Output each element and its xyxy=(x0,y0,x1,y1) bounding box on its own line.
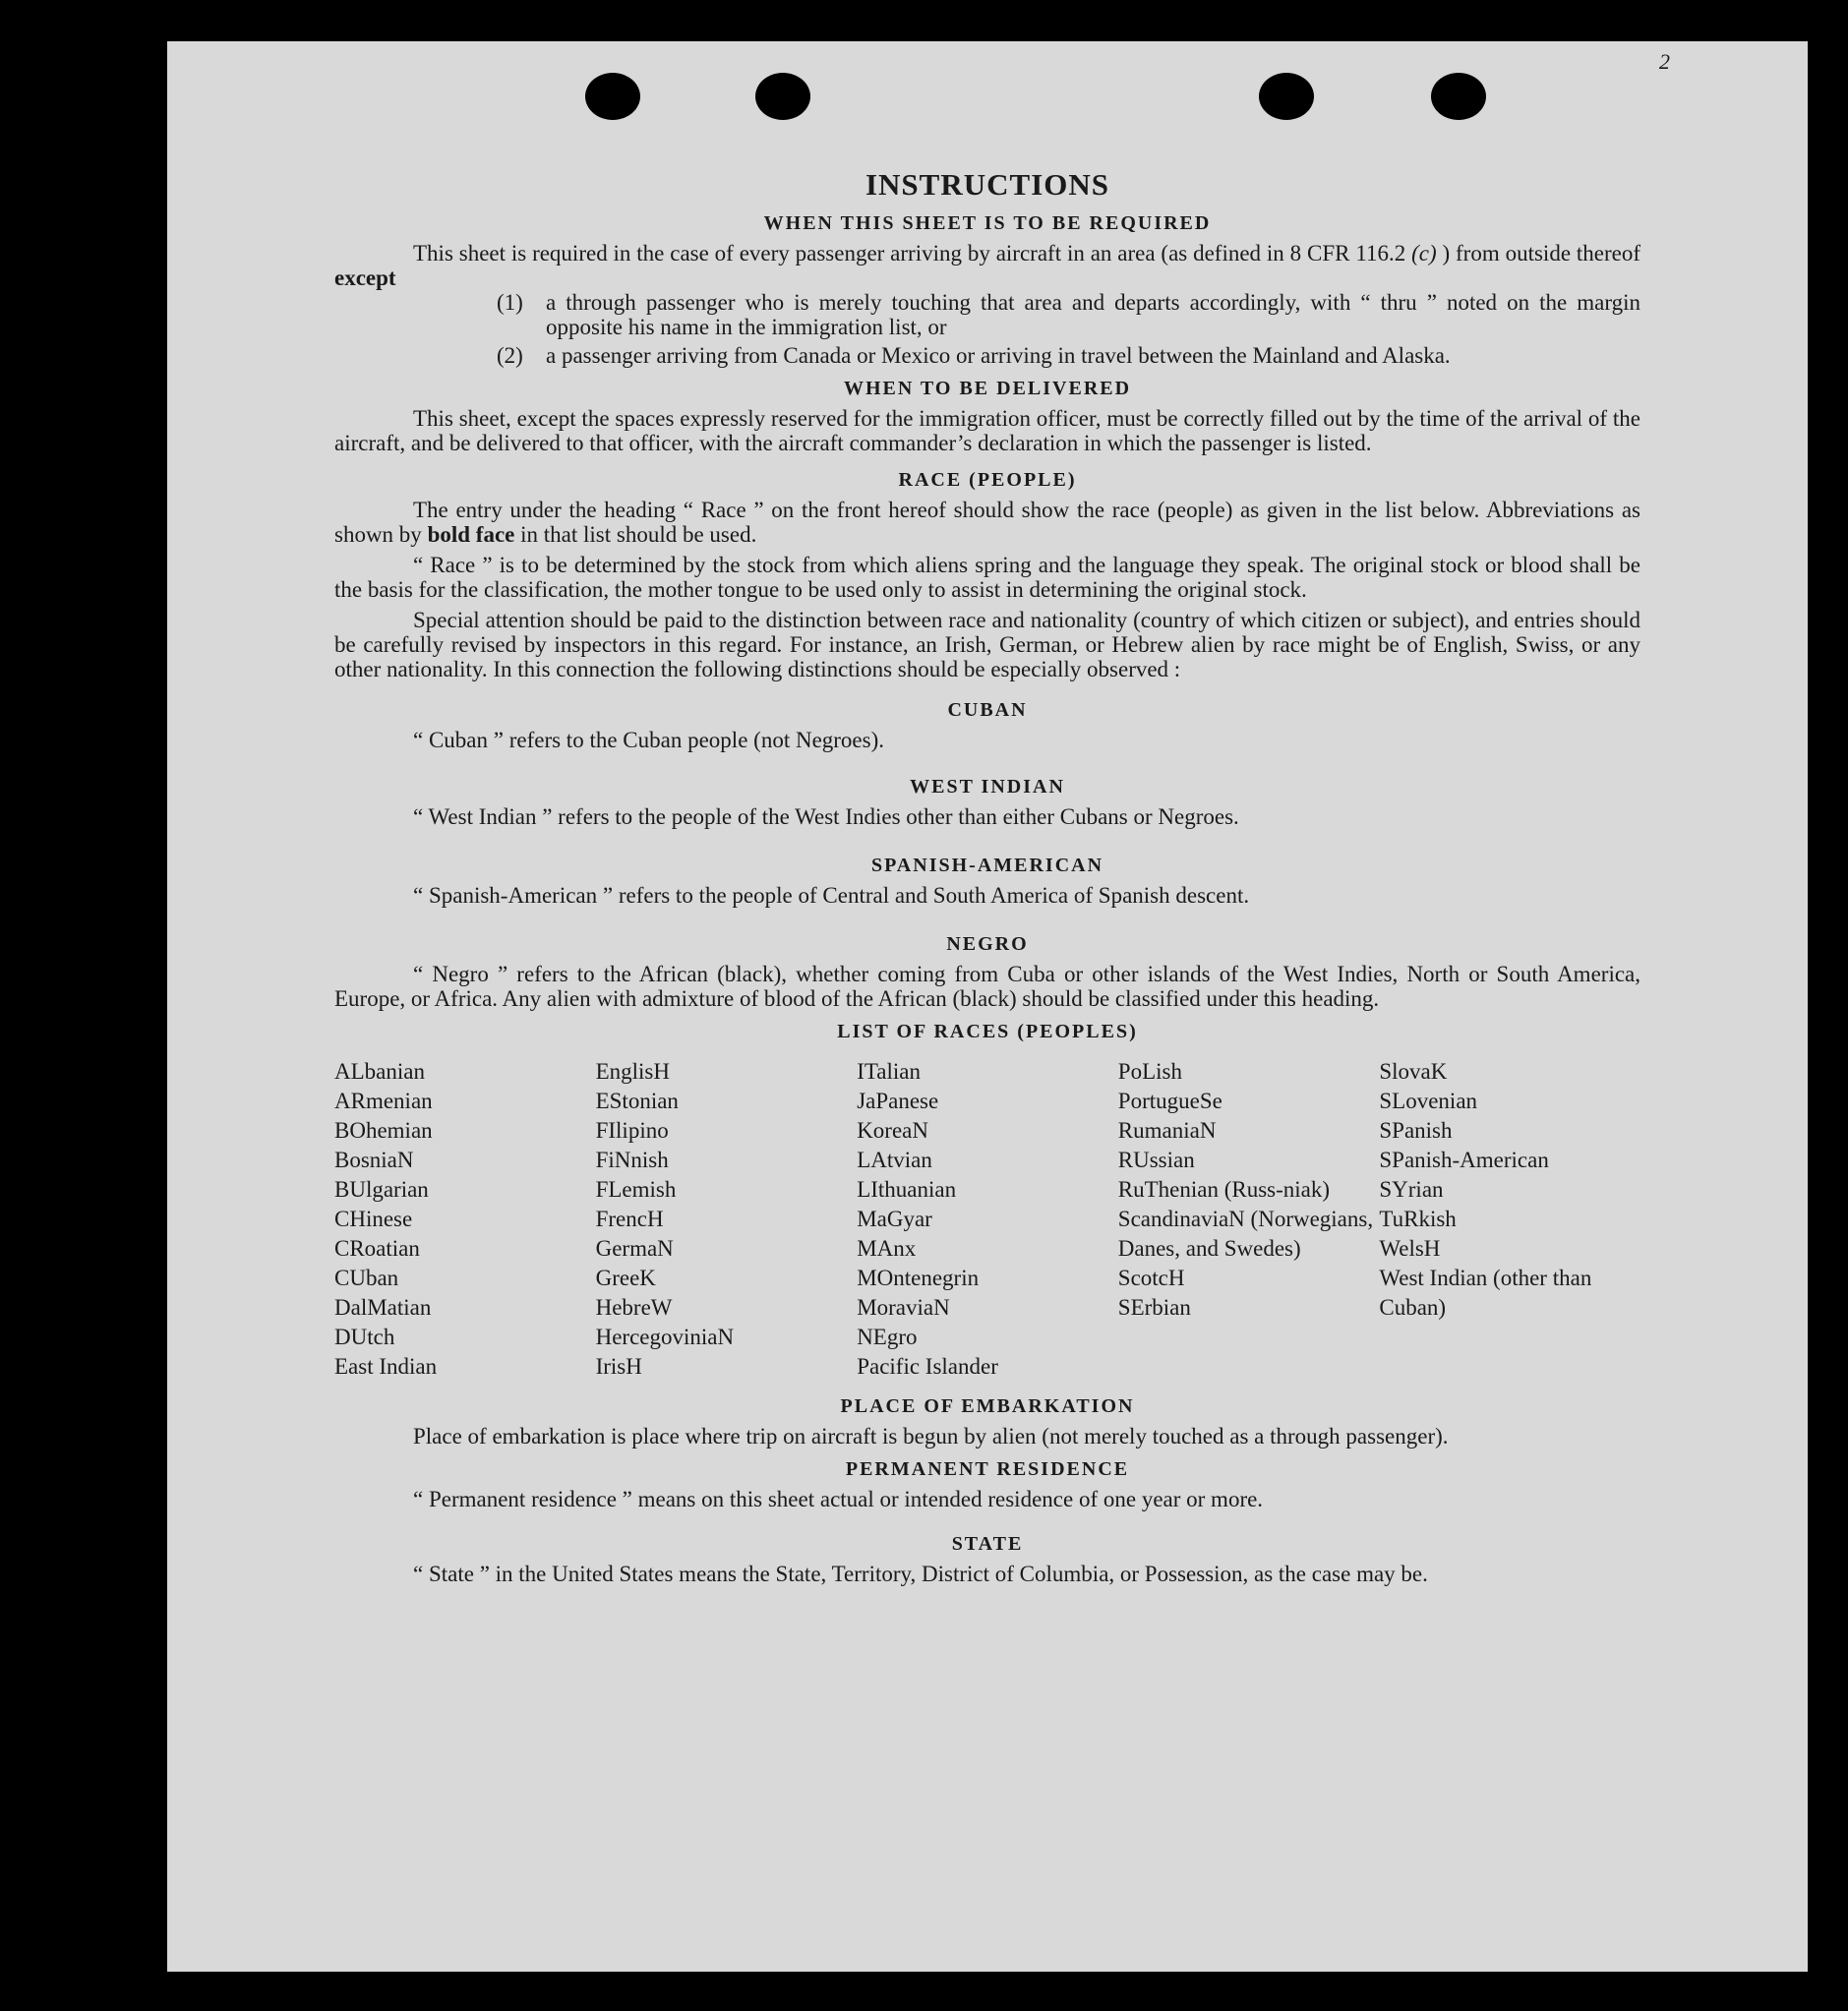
heading-when-required: WHEN THIS SHEET IS TO BE REQUIRED xyxy=(763,212,1212,234)
race-entry: BUlgarian xyxy=(334,1177,429,1202)
cuban-text: “ Cuban ” refers to the Cuban people (not Negroes). xyxy=(413,728,885,752)
exception-item: (1) a through passenger who is merely touching that area and departs accordingly, with “ thru ” noted on the margin opposite his name in the immigration list, or xyxy=(497,290,1640,339)
race-entry: EStonian xyxy=(595,1089,679,1113)
race-entry: KoreaN xyxy=(857,1118,928,1143)
race-entry: PortugueSe xyxy=(1117,1089,1222,1113)
heading-west-indian: WEST INDIAN xyxy=(910,776,1065,798)
race-entry: HercegoviniaN xyxy=(595,1325,735,1349)
races-column xyxy=(857,1057,1118,1382)
race-entry: MOntenegrin xyxy=(857,1266,980,1290)
punch-hole xyxy=(755,73,810,120)
race-entry: SYrian xyxy=(1379,1177,1444,1202)
race-entry: ITalian xyxy=(857,1059,921,1084)
race-entry: RumaniaN xyxy=(1117,1118,1217,1143)
race-entry: HebreW xyxy=(595,1295,673,1320)
heading-spanish-american: SPANISH-AMERICAN xyxy=(870,855,1104,876)
race-entry: CUban xyxy=(334,1266,399,1290)
punch-hole xyxy=(1259,73,1314,120)
heading-cuban: CUBAN xyxy=(947,699,1028,721)
document-sheet xyxy=(167,41,1808,1972)
race-entry: BOhemian xyxy=(334,1118,433,1143)
race-entry: SErbian xyxy=(1117,1295,1191,1320)
race-entry: LIthuanian xyxy=(857,1177,957,1202)
race-entry: FLemish xyxy=(595,1177,677,1202)
race-entry: CRoatian xyxy=(334,1236,420,1261)
races-column xyxy=(1379,1057,1640,1382)
race-paragraph-3: Special attention should be paid to the distinction between race and nationality (country of which citizen or subject), and entries should be carefully revised by inspectors in this regard. For instance, an Irish, German, or Hebrew alien by race might be of English, Swiss, or any other nationality. In this connection the following distinctions should be especially observed : xyxy=(334,608,1640,681)
race-entry: SPanish xyxy=(1379,1118,1453,1143)
race-entry: JaPanese xyxy=(857,1089,939,1113)
race-entry: GreeK xyxy=(595,1266,656,1290)
west-indian-text: “ West Indian ” refers to the people of the West Indies other than either Cubans or Negroes. xyxy=(413,804,1239,829)
race-entry: FIlipino xyxy=(595,1118,669,1143)
when-delivered-text: This sheet, except the spaces expressly reserved for the immigration officer, must be correctly filled out by the time of the arrival of the aircraft, and be delivered to that officer, with the aircraft commander’s declaration in which the passenger is listed. xyxy=(334,406,1640,455)
punch-hole xyxy=(585,73,640,120)
race-paragraph-2: “ Race ” is to be determined by the stock from which aliens spring and the language they speak. The original stock or blood shall be the basis for the classification, the mother tongue to be used only to assist in determining the original stock. xyxy=(334,553,1640,602)
heading-embarkation: PLACE OF EMBARKATION xyxy=(840,1395,1135,1417)
race-entry: IrisH xyxy=(595,1354,642,1379)
instructions-content xyxy=(334,159,1640,1586)
race-entry: PoLish xyxy=(1117,1059,1182,1084)
race-entry: WelsH xyxy=(1379,1236,1441,1261)
races-column xyxy=(596,1057,858,1382)
race-entry: MAnx xyxy=(857,1236,917,1261)
race-entry: ScandinaviaN (Norwegians, Danes, and Swedes) xyxy=(1117,1207,1374,1261)
race-entry: MaGyar xyxy=(857,1207,932,1231)
race-entry: SPanish-American xyxy=(1379,1148,1549,1172)
permanent-residence-text: “ Permanent residence ” means on this sheet actual or intended residence of one year or more. xyxy=(413,1487,1264,1511)
race-entry: Pacific Islander xyxy=(857,1354,998,1379)
race-entry: West Indian (other than Cuban) xyxy=(1379,1266,1592,1320)
race-entry: RuThenian (Russ-niak) xyxy=(1117,1177,1331,1202)
heading-race: RACE (PEOPLE) xyxy=(898,469,1077,491)
race-entry: DUtch xyxy=(334,1325,395,1349)
race-entry: EnglisH xyxy=(595,1059,670,1084)
race-entry: MoraviaN xyxy=(857,1295,950,1320)
race-entry: East Indian xyxy=(334,1354,438,1379)
race-entry: FrencH xyxy=(595,1207,664,1231)
heading-negro: NEGRO xyxy=(946,933,1029,955)
race-entry: ARmenian xyxy=(334,1089,433,1113)
races-column xyxy=(1118,1057,1380,1382)
heading-list-of-races: LIST OF RACES (PEOPLES) xyxy=(837,1021,1138,1042)
heading-when-delivered: WHEN TO BE DELIVERED xyxy=(843,378,1132,399)
race-entry: SLovenian xyxy=(1379,1089,1478,1113)
embarkation-text: Place of embarkation is place where trip on aircraft is begun by alien (not merely touched as a through passenger). xyxy=(413,1424,1449,1449)
race-entry: ScotcH xyxy=(1117,1266,1185,1290)
race-entry: LAtvian xyxy=(857,1148,932,1172)
races-column xyxy=(334,1057,596,1382)
punch-hole xyxy=(1431,73,1486,120)
state-text: “ State ” in the United States means the State, Territory, District of Columbia, or Possession, as the case may be. xyxy=(413,1562,1428,1586)
when-required-intro: This sheet is required in the case of every passenger arriving by aircraft in an area (as defined in 8 CFR 116.2 (c) ) from outside thereof except xyxy=(334,241,1641,290)
race-entry: ALbanian xyxy=(334,1059,425,1084)
races-list xyxy=(334,1057,1640,1382)
race-entry: FiNnish xyxy=(595,1148,669,1172)
race-entry: GermaN xyxy=(595,1236,674,1261)
race-entry: RUssian xyxy=(1117,1148,1195,1172)
page-number: 2 xyxy=(1659,49,1670,74)
spanish-american-text: “ Spanish-American ” refers to the people of Central and South America of Spanish descent. xyxy=(413,883,1250,908)
heading-permanent-residence: PERMANENT RESIDENCE xyxy=(845,1458,1130,1480)
race-entry: NEgro xyxy=(857,1325,918,1349)
race-entry: DalMatian xyxy=(334,1295,432,1320)
negro-text: “ Negro ” refers to the African (black), whether coming from Cuba or other islands of the West Indies, North or South America, Europe, or Africa. Any alien with admixture of blood of the African (black) should be classified under this heading. xyxy=(334,962,1640,1011)
page-title: INSTRUCTIONS xyxy=(864,167,1109,202)
race-entry: SlovaK xyxy=(1379,1059,1448,1084)
race-entry: TuRkish xyxy=(1379,1207,1457,1231)
race-paragraph-1: The entry under the heading “ Race ” on the front hereof should show the race (people) as given in the list below. Abbreviations as shown by bold face in that list should be used. xyxy=(334,498,1640,547)
heading-state: STATE xyxy=(951,1533,1024,1555)
race-entry: CHinese xyxy=(334,1207,413,1231)
race-entry: BosniaN xyxy=(334,1148,414,1172)
exception-item: (2) a passenger arriving from Canada or Mexico or arriving in travel between the Mainland and Alaska. xyxy=(497,343,1451,368)
